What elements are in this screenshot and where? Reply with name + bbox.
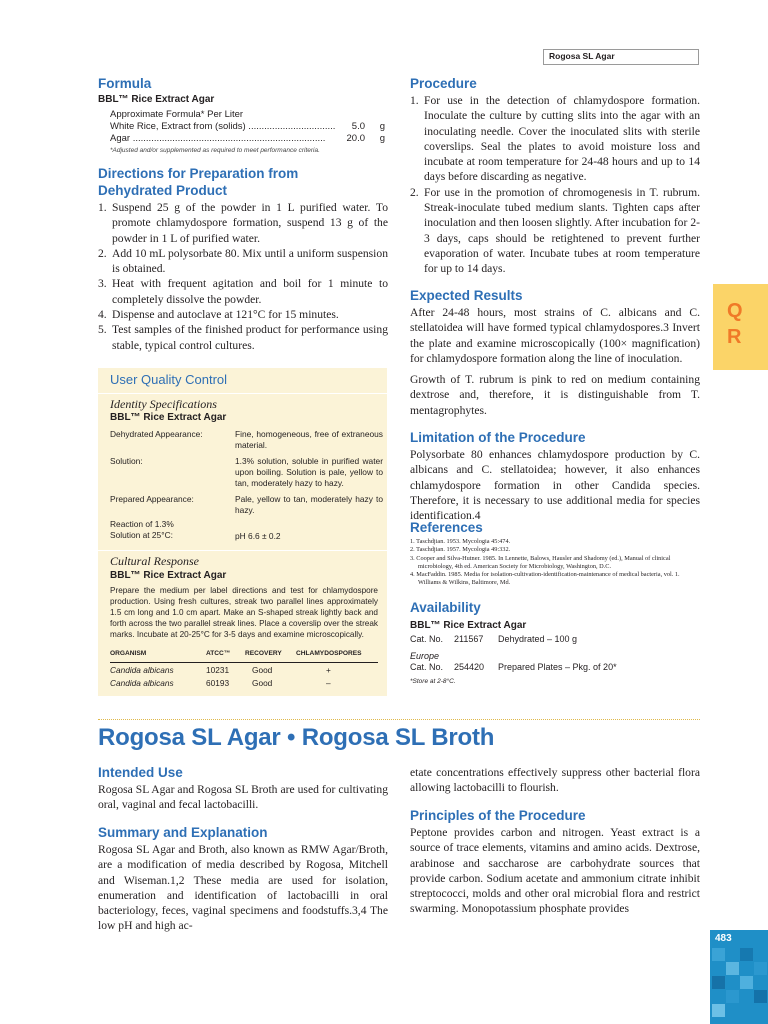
procedure-steps: [410, 93, 700, 277]
quality-control-divider: [98, 393, 387, 394]
mosaic-tile: [712, 948, 725, 961]
identity-label: Prepared Appearance:: [110, 494, 194, 504]
formula-footnote: *Adjusted and/or supplemented as required to meet performance criteria.: [110, 147, 320, 154]
reference-item: 2. Taschdjian. 1957. Mycologia 49:332.: [410, 546, 511, 554]
directions-steps: [98, 200, 388, 353]
table-cell-atcc: 60193: [206, 678, 230, 688]
availability-cat-number: 211567: [454, 634, 484, 644]
procedure-step: 2. For use in the promotion of chromogenesis in T. rubrum. Streak-inoculate tubed medium slants. Tighten caps after inoculation and then loosen slightly. After incubation for 2-3 days, caps should be retightened to prevent further evaporation of water. Incubate tubes at room temperature for up to 14 days.: [410, 185, 700, 276]
cultural-response-text: Prepare the medium per label directions and test for chlamydospore production. Using fresh cultures, streak two parallel lines approximately 1.5 cm long and 1.0 cm apart. Make an S-shaped streak lightly back and forth across the two parallel streak lines. Place a coverslip over the streak marks. Incubate at 20-25°C for 3-5 days and examine microscopically.: [110, 586, 378, 640]
availability-row: [410, 662, 700, 674]
table-cell-recovery: Good: [252, 678, 273, 688]
table-rule: [110, 662, 378, 663]
quality-control-heading: User Quality Control: [110, 372, 228, 387]
mosaic-tile: [754, 962, 767, 975]
cultural-response-table: [110, 650, 378, 691]
references-list: [410, 538, 700, 588]
availability-footnote: *Store at 2-8°C.: [410, 678, 456, 685]
procedure-step: 1. For use in the detection of chlamydospore formation. Inoculate the culture by cutting slits into the agar with an inoculating needle. Cover the inoculated slits with sterile coverslips. Seal the plates to avoid moisture loss and incubate at room temperature for 24-48 hours and up to 14 days before discarding as negative.: [410, 94, 700, 184]
availability-cat-label: Cat. No.: [410, 662, 444, 672]
table-cell-organism: Candida albicans: [110, 665, 174, 675]
table-header-atcc: ATCC™: [206, 650, 231, 657]
references-heading: References: [410, 520, 483, 535]
cultural-response-product: BBL™ Rice Extract Agar: [110, 570, 227, 581]
table-cell-chlamydospores: +: [326, 665, 331, 675]
formula-unit: g: [379, 133, 385, 144]
table-header-chlamydospores: CHLAMYDOSPORES: [296, 650, 362, 657]
side-tab-letter-r: R: [727, 326, 742, 348]
availability-cat-label: Cat. No.: [410, 634, 444, 644]
identity-spec-heading: Identity Specifications: [110, 397, 217, 411]
identity-value: pH 6.6 ± 0.2: [235, 531, 281, 541]
limitation-text: Polysorbate 80 enhances chlamydospore production by C. albicans and C. stellatoidea; however, it also enhances chlamydospore formation in other Candida species. Therefore, it is necessary to use additional media for species identification.4: [410, 448, 700, 523]
table-row: [110, 665, 378, 678]
expected-results-para1: After 24-48 hours, most strains of C. albicans and C. stellatoidea will have formed typical chlamydospores.3 Invert the plate and examine microscopically (100× magnification) for chlamydospore formation along the line of inoculation.: [410, 306, 700, 365]
identity-label: Dehydrated Appearance:: [110, 429, 203, 439]
formula-heading: Formula: [98, 76, 152, 91]
directions-step: 2. Add 10 mL polysorbate 80. Mix until a uniform suspension is obtained.: [98, 246, 388, 276]
availability-description: Prepared Plates – Pkg. of 20*: [498, 662, 617, 672]
expected-results-heading: Expected Results: [410, 288, 523, 303]
table-cell-organism: Candida albicans: [110, 678, 174, 688]
corner-mosaic: [710, 930, 768, 1024]
formula-amount: 5.0: [351, 121, 365, 132]
intended-use-heading: Intended Use: [98, 765, 183, 780]
directions-step: 4. Dispense and autoclave at 121°C for 15 minutes.: [98, 308, 339, 322]
mosaic-tile: [726, 990, 739, 1003]
page-number: 483: [715, 933, 732, 944]
table-header-organism: ORGANISM: [110, 650, 147, 657]
table-cell-recovery: Good: [252, 665, 273, 675]
table-cell-chlamydospores: –: [326, 678, 331, 688]
availability-product: BBL™ Rice Extract Agar: [410, 620, 527, 631]
summary-continuation: etate concentrations effectively suppress other bacterial flora allowing lactobacilli to flourish.: [410, 766, 700, 795]
formula-ingredient: Agar .........................................................................: [110, 133, 326, 144]
mosaic-tile: [740, 948, 753, 961]
identity-label: Solution:: [110, 456, 143, 466]
summary-text: Rogosa SL Agar and Broth, also known as RMW Agar/Broth, are a modification of media described by Rogosa, Mitchell and Wiseman.1,2 These media are used for isolation, enumeration and identification of lactobacilli in oral bacteriology, feces, vaginal specimens and foodstuffs.3,4 The low pH and high ac-: [98, 843, 388, 933]
availability-description: Dehydrated – 100 g: [498, 634, 578, 644]
table-header-recovery: RECOVERY: [245, 650, 282, 657]
reference-item: 3. Cooper and Silva-Hutner. 1985. In Lennette, Balows, Hausler and Shadomy (ed.), Manual of clinical microbiology, 4th ed. American Society for Microbiology, Washington, D.C.: [410, 554, 671, 570]
article-title: Rogosa SL Agar • Rogosa SL Broth: [98, 724, 495, 751]
principles-heading: Principles of the Procedure: [410, 808, 586, 823]
directions-heading-line1: Directions for Preparation from: [98, 166, 299, 181]
availability-cat-number: 254420: [454, 662, 485, 672]
section-separator: [98, 719, 700, 720]
directions-step: 5. Test samples of the finished product for performance using stable, typical control cultures.: [98, 323, 388, 352]
formula-product: BBL™ Rice Extract Agar: [98, 94, 215, 105]
table-header-row: [110, 650, 378, 661]
formula-unit: g: [379, 121, 385, 132]
directions-heading-line2: Dehydrated Product: [98, 183, 228, 198]
mosaic-tile: [726, 962, 739, 975]
mosaic-tile: [712, 976, 725, 989]
reference-item: 4. MacFaddin. 1985. Media for isolation-cultivation-identification-maintenance of medical bacteria, vol. 1. Williams & Wilkins, Baltimore, Md.: [410, 571, 680, 587]
identity-label: Reaction of 1.3% Solution at 25°C:: [110, 519, 174, 540]
identity-spec-product: BBL™ Rice Extract Agar: [110, 412, 227, 423]
procedure-heading: Procedure: [410, 76, 477, 91]
directions-heading: [98, 165, 298, 199]
identity-value: Pale, yellow to tan, moderately hazy to hazy.: [235, 494, 383, 515]
cultural-response-heading: Cultural Response: [110, 554, 199, 568]
principles-text: Peptone provides carbon and nitrogen. Yeast extract is a source of trace elements, vitamins and amino acids. Dextrose, arabinose and saccharose are carbohydrate sources that provide carbon. Sodium acetate and ammonium citrate inhibit streptococci, molds and other oral microbial flora and restrict swarming. Monopotassium phosphate provides: [410, 826, 700, 916]
intended-use-text: Rogosa SL Agar and Rogosa SL Broth are used for cultivating oral, vaginal and fecal lactobacilli.: [98, 783, 388, 812]
identity-value: 1.3% solution, soluble in purified water upon boiling. Solution is pale, yellow to tan, moderately hazy to hazy.: [235, 456, 383, 488]
formula-row: [110, 121, 385, 133]
limitation-heading: Limitation of the Procedure: [410, 430, 586, 445]
running-header-title: Rogosa SL Agar: [549, 51, 615, 61]
table-row: [110, 678, 378, 691]
expected-results-para2: Growth of T. rubrum is pink to red on medium containing dextrose and, therefore, it is distinguishable from T. mentagrophytes.: [410, 373, 700, 417]
availability-region: Europe: [410, 651, 440, 661]
reference-item: 1. Taschdjian. 1953. Mycologia 45:474.: [410, 538, 511, 545]
identity-value: Fine, homogeneous, free of extraneous material.: [235, 429, 383, 450]
mosaic-tile: [754, 990, 767, 1003]
formula-row: [110, 133, 385, 145]
mosaic-tile: [712, 1004, 725, 1017]
directions-step: 1. Suspend 25 g of the powder in 1 L purified water. To promote chlamydospore formation, suspend 13 g of the powder in 1 L of purified water.: [98, 201, 388, 245]
summary-heading: Summary and Explanation: [98, 825, 268, 840]
formula-amount: 20.0: [346, 133, 365, 144]
quality-control-divider: [98, 550, 387, 551]
formula-subheading: Approximate Formula* Per Liter: [110, 109, 244, 120]
availability-heading: Availability: [410, 600, 481, 615]
mosaic-tile: [740, 1004, 753, 1017]
availability-row: [410, 634, 700, 646]
formula-ingredient: White Rice, Extract from (solids) .................................: [110, 121, 336, 132]
directions-step: 3. Heat with frequent agitation and boil for 1 minute to completely dissolve the powder.: [98, 277, 388, 306]
mosaic-tile: [740, 976, 753, 989]
table-cell-atcc: 10231: [206, 665, 230, 675]
side-tab-letter-q: Q: [727, 300, 743, 322]
